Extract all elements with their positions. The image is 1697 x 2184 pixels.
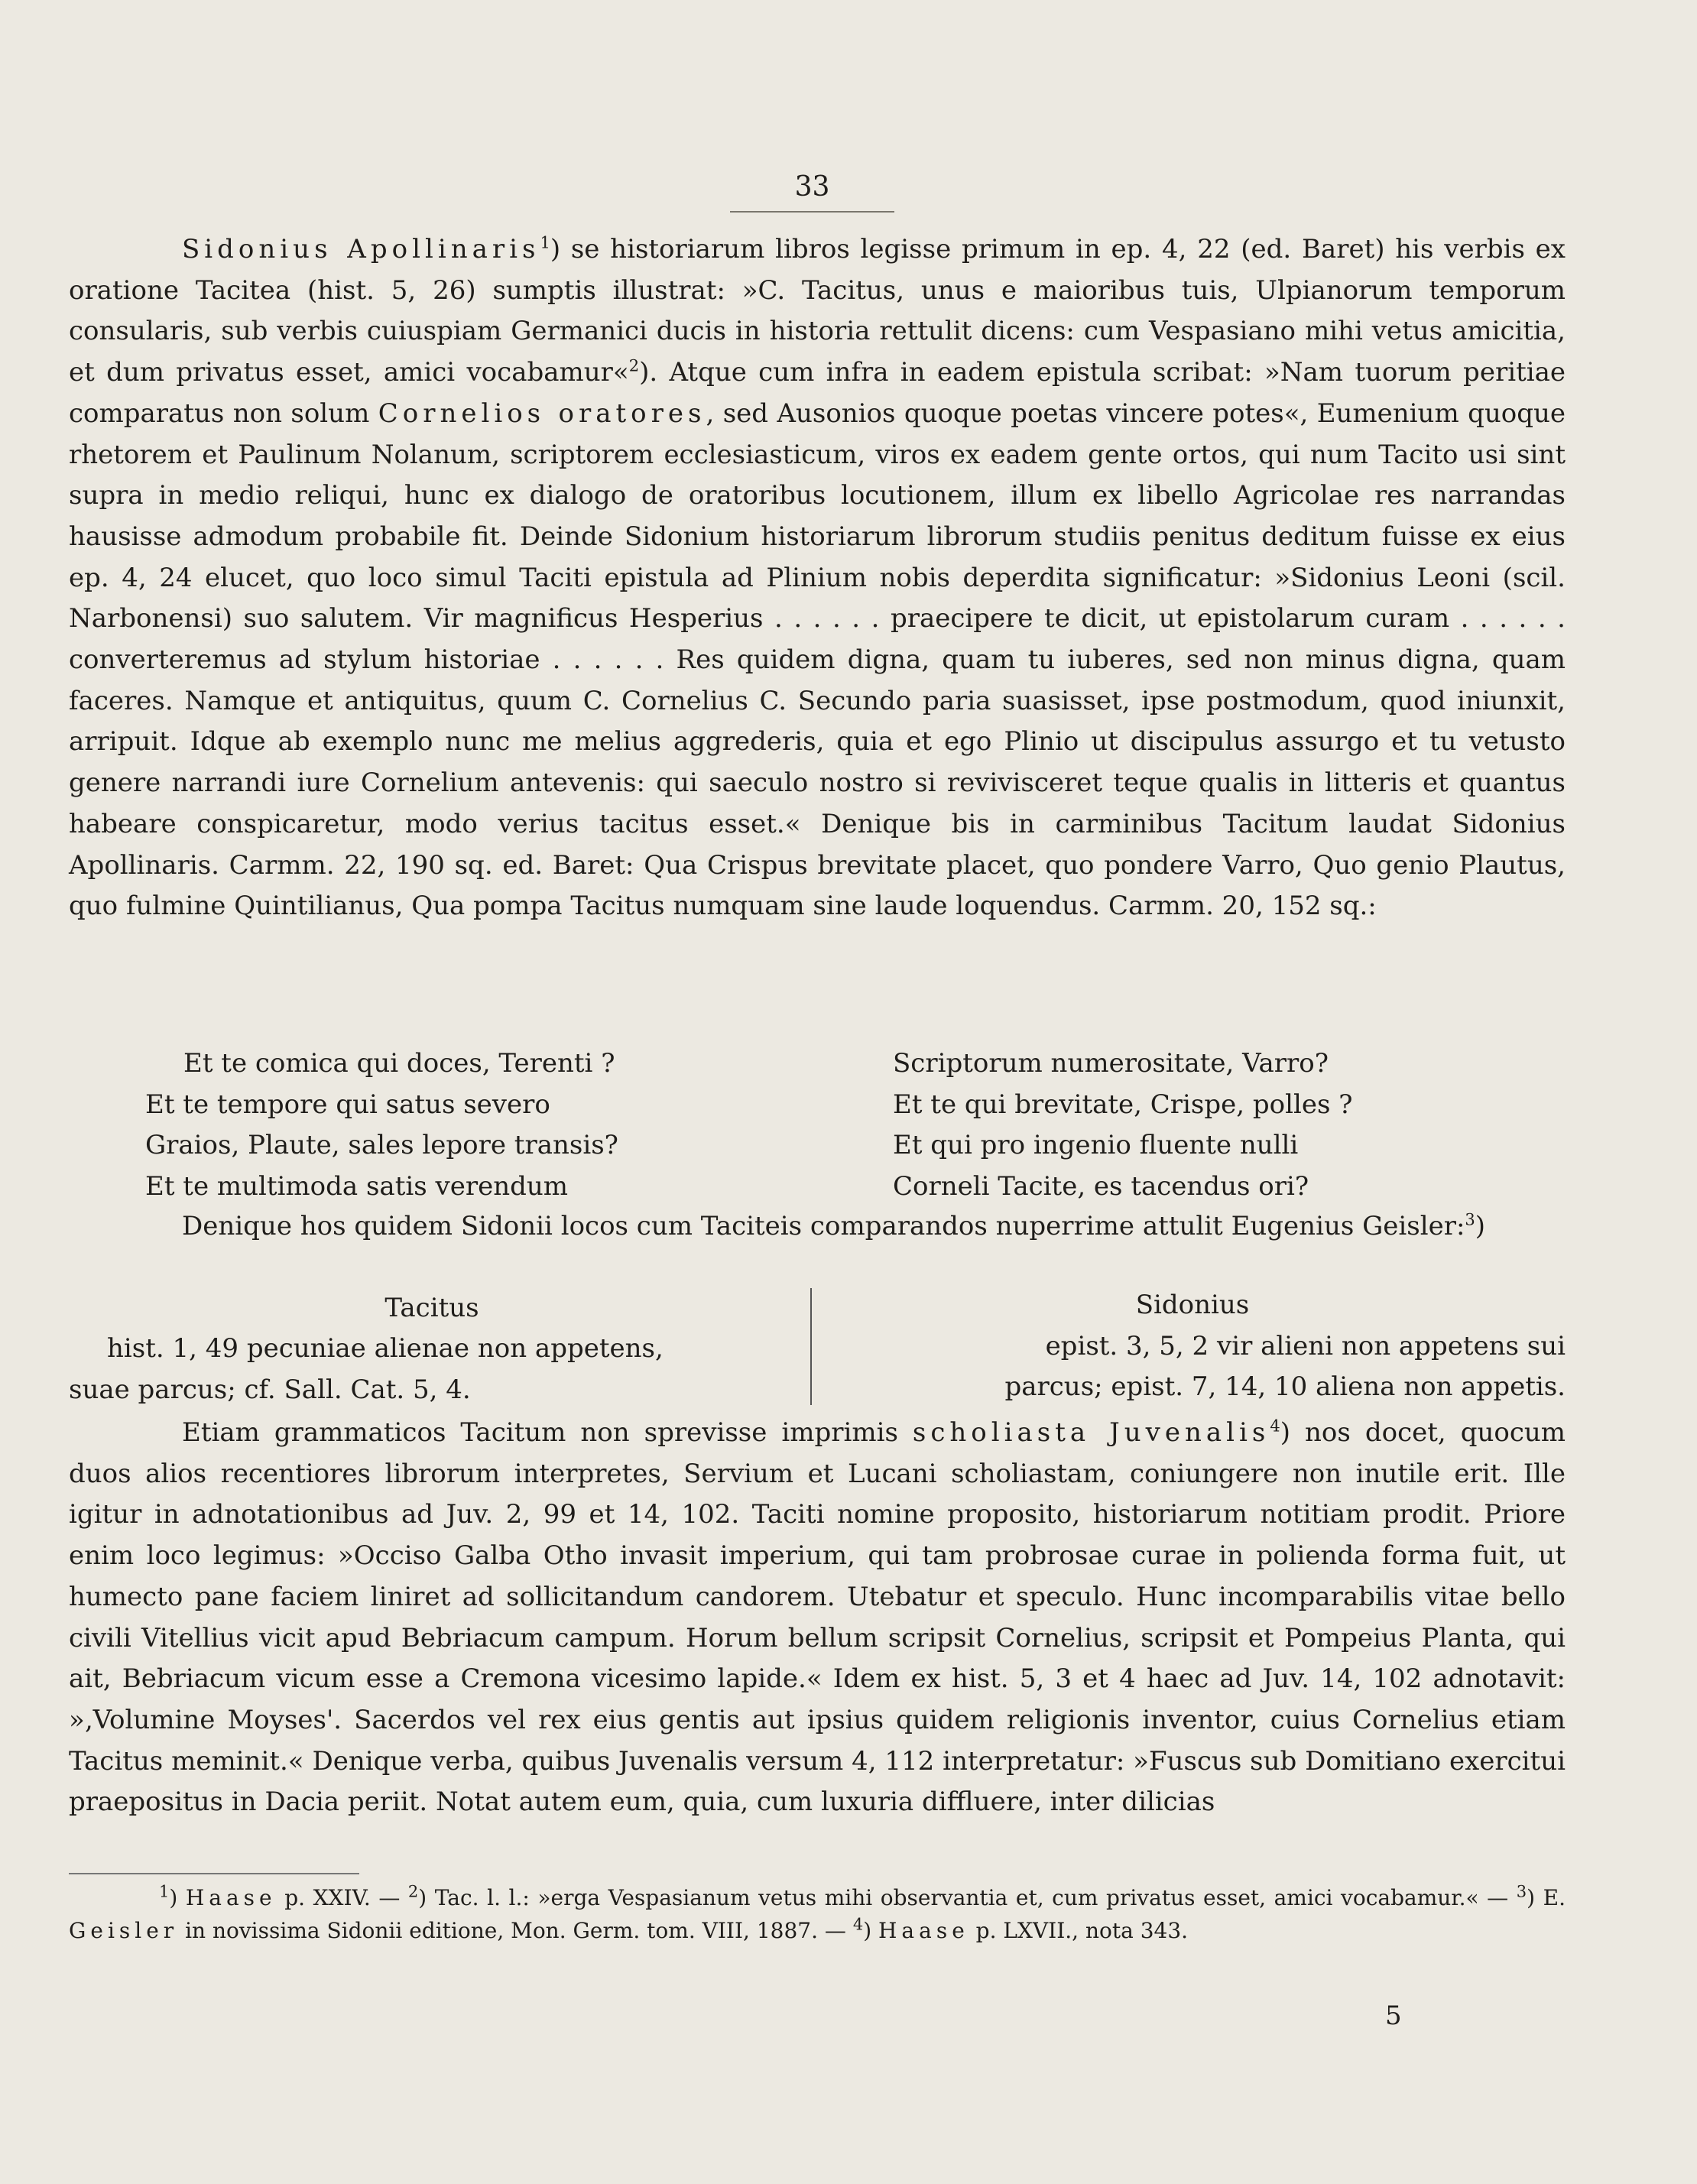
- poem-line: Corneli Tacite, es tacendus ori?: [893, 1170, 1309, 1202]
- footnote-ref[interactable]: 4: [1270, 1417, 1280, 1436]
- paragraph-text: [69, 1206, 1566, 1248]
- footnote-number: 1: [159, 1882, 170, 1901]
- comparison-right-line: epist. 3, 5, 2 vir alieni non appetens sui: [1045, 1331, 1566, 1361]
- page-number: 33: [730, 164, 894, 213]
- comparison-right-line: parcus; epist. 7, 14, 10 aliena non appetis.: [1004, 1371, 1566, 1402]
- poem-line: Et te qui brevitate, Crispe, polles ?: [893, 1089, 1353, 1120]
- signature-mark: 5: [1385, 2001, 1402, 2031]
- footnotes: $^1$) Haase p. XXIV. — $^2$) Tac. l. l.: »erga Vespasianum vetus mihi observantia et, cum privatus esset, amici vocabamur.« — $^3$) E. Geisler in novissima Sidonii editione, Mon. Germ. tom. VIII, 1887. — $^4$) Haase p. LXVII., nota 343.: [69, 1882, 1566, 1943]
- text-span: p. LXVII., nota 343.: [969, 1917, 1189, 1943]
- comparison-left-line: suae parcus; cf. Sall. Cat. 5, 4.: [69, 1374, 471, 1405]
- column-divider: [810, 1288, 812, 1405]
- paragraph-text: [69, 229, 1566, 927]
- text-span: , sed Ausonios quoque poetas vincere potes«, Eumenium quoque rhetorem et Paulinum Nolanum, scriptorem ecclesiasticum, viros ex eadem gente ortos, qui num Tacito usi sint supra in medio reliqui, hunc ex dialogo de oratoribus locutionem, illum ex libello Agricolae res narrandas hausisse admodum probabile fit. Deinde Sidonium historiarum librorum studiis penitus deditum fuisse ex eius ep. 4, 24 elucet, quo loco simul Taciti epistula ad Plinium nobis deperdita significatur: »Sidonius Leoni (scil. Narbonensi) suo salutem. Vir magnificus Hesperius . . . . . . praecipere te dicit, ut epistolarum curam . . . . . . converteremus ad stylum historiae . . . . . . Res quidem digna, quam tu iuberes, sed non minus digna, quam faceres. Namque et antiquitus, quum C. Cornelius C. Secundo paria suasisset, ipse postmodum, quod iniunxit, arripuit. Idque ab exemplo nunc me melius aggrederis, quia et ego Plinio ut discipulus assurgo et tu vetusto genere narrandi iure Cornelium antevenis: qui saeculo nostro si revivisceret teque qualis in litteris et quantus habeare conspicaretur, modo verius tacitus esset.« Denique bis in carminibus Tacitum laudat Sidonius Apollinaris. Carmm. 22, 190 sq. ed. Baret: Qua Crispus brevitate placet, quo pondere Varro, Quo genio Plautus, quo fulmine Quintilianus, Qua pompa Tacitus numquam sine laude loquendus. Carmm. 20, 152 sq.:: [69, 398, 1566, 922]
- text-span: ) se historiarum libros legisse primum in ep. 4, 22 (ed. Baret) his verbis ex oratione Tacitea (hist. 5, 26) sumptis illustrat: »C. Tacitus, unus e maioribus tuis, Ulpianorum temporum consularis, sub verbis cuiuspiam Germanici ducis in historia rettulit dicens: cum Vespasiano mihi vetus amicitia, et dum privatus esset, amici vocabamur«: [69, 234, 1566, 388]
- poem-line: Et qui pro ingenio fluente nulli: [893, 1130, 1299, 1160]
- spaced-phrase: Cornelios oratores: [378, 398, 706, 429]
- paragraph-scholiasta: [69, 1413, 1566, 1823]
- text-span: in novissima Sidonii editione, Mon. Germ. tom. VIII, 1887. —: [178, 1917, 853, 1943]
- text-span: Tac. l. l.: »erga Vespasianum vetus mihi observantia et, cum privatus esset, amici vocabamur.« —: [427, 1885, 1517, 1910]
- footnote-ref[interactable]: 1: [540, 233, 550, 252]
- spaced-phrase: scholiasta Juvenalis: [912, 1417, 1270, 1448]
- footnote-ref[interactable]: 3: [1465, 1210, 1475, 1229]
- comparison-left-line: hist. 1, 49 pecuniae alienae non appetens,: [107, 1333, 664, 1364]
- text-span: Etiam grammaticos Tacitum non sprevisse imprimis: [182, 1417, 913, 1448]
- paragraph-sidonius: [69, 229, 1566, 927]
- author-name: Geisler: [69, 1917, 179, 1943]
- poem-left-column: [115, 1043, 618, 1207]
- author-name: Sidonius Apollinaris: [182, 234, 540, 264]
- text-span: ): [1475, 1211, 1486, 1241]
- poem-line: Et te multimoda satis verendum: [145, 1170, 568, 1202]
- footnote-number: 2: [407, 1882, 419, 1901]
- text-span: Denique hos quidem Sidonii locos cum Taciteis comparandos nuperrime attulit Eugenius Geisler:: [182, 1211, 1465, 1241]
- paragraph-geisler: [69, 1206, 1566, 1248]
- paragraph-text: [69, 1413, 1566, 1823]
- poem-line: Et te tempore qui satus severo: [145, 1089, 550, 1120]
- footnote-separator: [69, 1873, 359, 1874]
- footnote-number: 4: [852, 1915, 864, 1934]
- text-span: ). Atque cum infra in eadem epistula scribat: »Nam tuorum peritiae comparatus non solum: [69, 357, 1566, 429]
- author-name: Haase: [185, 1885, 277, 1910]
- poem-line: Graios, Plaute, sales lepore transis?: [145, 1130, 618, 1160]
- comparison-right-label: Sidonius: [1135, 1290, 1250, 1320]
- text-span: E.: [1535, 1885, 1566, 1910]
- footnote-ref[interactable]: 2: [628, 356, 640, 375]
- author-name: Haase: [878, 1917, 969, 1943]
- footnote-number: 3: [1516, 1882, 1527, 1901]
- text-span: p. XXIV. —: [276, 1885, 408, 1910]
- poem-line: Scriptorum numerositate, Varro?: [893, 1048, 1329, 1079]
- poem-line: Et te comica qui doces, Terenti ?: [183, 1048, 615, 1079]
- comparison-left-label: Tacitus: [385, 1293, 479, 1323]
- text-span: ) nos docet, quocum duos alios recentiores librorum interpretes, Servium et Lucani scholiastam, coniungere non inutile erit. Ille igitur in adnotationibus ad Juv. 2, 99 et 14, 102. Taciti nomine proposito, historiarum notitiam prodit. Priore enim loco legimus: »Occiso Galba Otho invasit imperium, qui tam probrosae curae in polienda forma fuit, ut humecto pane faciem liniret ad sollicitandum candorem. Utebatur et speculo. Hunc incomparabilis vitae bello civili Vitellius vicit apud Bebriacum campum. Horum bellum scripsit Cornelius, scripsit et Pompeius Planta, qui ait, Bebriacum vicum esse a Cremona vicesimo lapide.« Idem ex hist. 5, 3 et 4 haec ad Juv. 14, 102 adnotavit: »‚Volumine Moyses'. Sacerdos vel rex eius gentis aut ipsius quidem religionis inventor, cuius Cornelius etiam Tacitus meminit.« Denique verba, quibus Juvenalis versum 4, 112 interpretatur: »Fuscus sub Domitiano exercitui praepositus in Dacia periit. Notat autem eum, quia, cum luxuria diffluere, inter dilicias: [69, 1417, 1566, 1818]
- poem-right-column: [893, 1043, 1352, 1207]
